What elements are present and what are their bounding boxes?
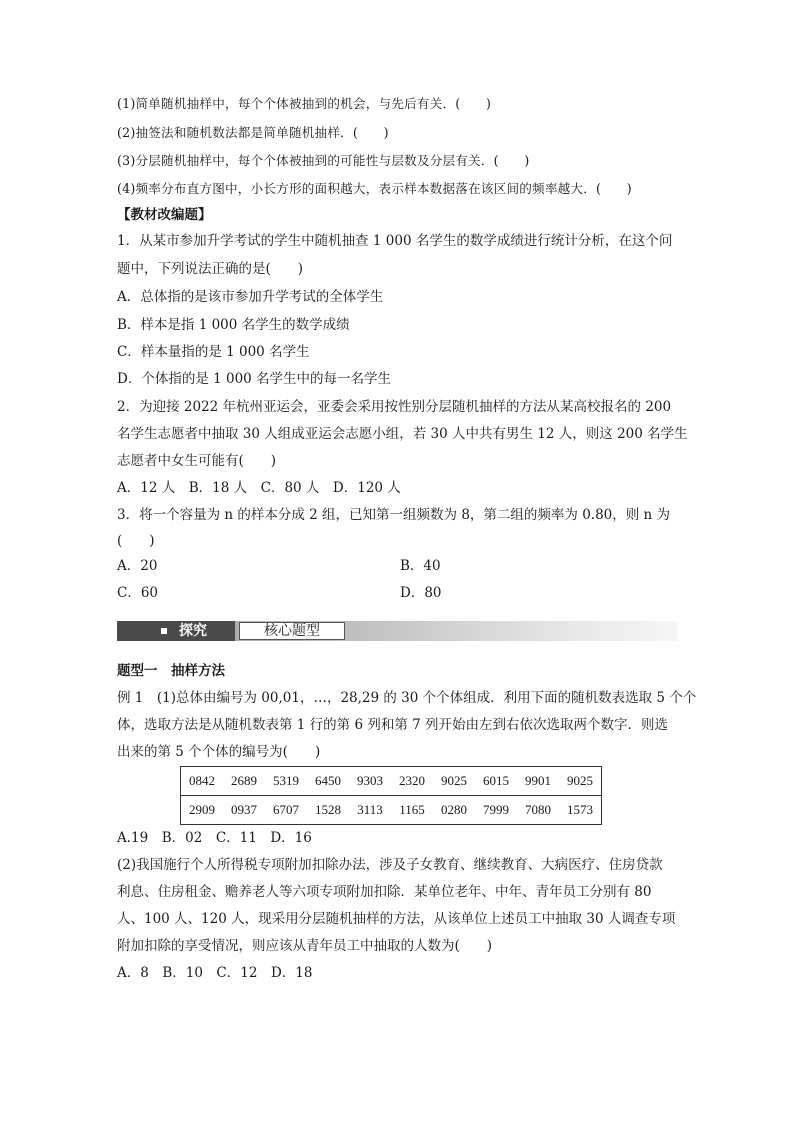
example1-part1-line-3: 出来的第 5 个个体的编号为( ) xyxy=(117,744,321,760)
table-cell: 0280 xyxy=(433,796,475,825)
q1-option-b: B．样本是指 1 000 名学生的数学成绩 xyxy=(117,317,350,333)
example1-part2-line-4: 附加扣除的享受情况，则应该从青年员工中抽取的人数为( ) xyxy=(117,938,493,954)
table-cell: 5319 xyxy=(273,773,299,788)
example1-part1-line-2: 体，选取方法是从随机数表第 1 行的第 6 列和第 7 列开始由左到右依次选取两个数字．则选 xyxy=(117,717,669,733)
table-cell: 2689 xyxy=(231,773,257,788)
q2-stem-line-3: 志愿者中女生可能有( ) xyxy=(117,453,277,469)
section-banner xyxy=(117,621,677,641)
table-cell: 2909 xyxy=(181,796,224,825)
type1-heading: 题型一 抽样方法 xyxy=(117,663,225,679)
q1-option-d: D．个体指的是 1 000 名学生中的每一名学生 xyxy=(117,371,392,387)
table-cell: 9303 xyxy=(357,773,383,788)
table-cell: 6707 xyxy=(265,796,307,825)
table-cell: 0842 xyxy=(189,773,215,788)
table-cell: 0937 xyxy=(223,796,265,825)
q2-stem-line-2: 名学生志愿者中抽取 30 人组成亚运会志愿小组，若 30 人中共有男生 12 人，则这 200 名学生 xyxy=(117,426,688,442)
banner-label-box xyxy=(239,622,345,640)
q2-stem-line-1: 2．为迎接 2022 年杭州亚运会，亚委会采用按性别分层随机抽样的方法从某高校报名的 200 xyxy=(117,399,672,415)
true-false-item-4: (4)频率分布直方图中，小长方形的面积越大，表示样本数据落在该区间的频率越大．( ) xyxy=(117,181,632,196)
q3-option-c: C．60 xyxy=(117,585,159,601)
example1-part1-line-1: 例 1 (1)总体由编号为 00,01，…，28,29 的 30 个个体组成．利用下面的随机数表选取 5 个个 xyxy=(117,690,697,706)
table-cell: 6015 xyxy=(483,773,509,788)
true-false-item-2: (2)抽签法和随机数法都是简单随机抽样．( ) xyxy=(117,125,389,140)
random-number-table xyxy=(180,766,602,825)
example1-part1-options: A.19 B．02 C．11 D．16 xyxy=(117,830,312,846)
table-cell: 9025 xyxy=(441,773,467,788)
table-row xyxy=(181,767,602,796)
table-cell: 1528 xyxy=(307,796,349,825)
banner-label-explore: 探究 xyxy=(179,623,207,639)
q3-option-b: B．40 xyxy=(400,558,441,574)
q3-stem-line-2: ( ) xyxy=(117,533,155,549)
table-row xyxy=(181,796,602,825)
example1-part2-line-2: 利息、住房租金、赡养老人等六项专项附加扣除．某单位老年、中年、青年员工分别有 80 xyxy=(117,884,652,900)
banner-dark-block xyxy=(117,621,235,641)
table-cell: 3113 xyxy=(349,796,391,825)
table-cell: 1165 xyxy=(391,796,433,825)
example1-part2-line-1: (2)我国施行个人所得税专项附加扣除办法，涉及子女教育、继续教育、大病医疗、住房贷款 xyxy=(117,857,663,873)
q3-stem-line-1: 3．将一个容量为 n 的样本分成 2 组，已知第一组频数为 8，第二组的频率为 0.80，则 n 为 xyxy=(117,507,671,523)
true-false-item-3: (3)分层随机抽样中，每个个体被抽到的可能性与层数及分层有关．( ) xyxy=(117,153,530,168)
true-false-item-1: (1)简单随机抽样中，每个个体被抽到的机会，与先后有关．( ) xyxy=(117,96,492,111)
banner-label-core-types: 核心题型 xyxy=(264,623,320,639)
q1-option-a: A．总体指的是该市参加升学考试的全体学生 xyxy=(117,289,384,305)
table-cell: 1573 xyxy=(559,796,602,825)
q3-option-d: D．80 xyxy=(400,585,442,601)
q2-options: A．12 人 B．18 人 C．80 人 D．120 人 xyxy=(117,480,401,496)
q3-option-a: A．20 xyxy=(117,558,158,574)
example1-part2-options: A．8 B．10 C．12 D．18 xyxy=(117,965,313,981)
table-cell: 9025 xyxy=(567,773,593,788)
table-cell: 9901 xyxy=(525,773,551,788)
example1-part2-line-3: 人、100 人、120 人，现采用分层随机抽样的方法，从该单位上述员工中抽取 30 人调查专项 xyxy=(117,911,676,927)
square-bullet-icon xyxy=(161,628,167,634)
q1-stem-line-2: 题中，下列说法正确的是( ) xyxy=(117,261,304,277)
table-cell: 7999 xyxy=(475,796,517,825)
q1-option-c: C．样本量指的是 1 000 名学生 xyxy=(117,344,310,360)
table-cell: 2320 xyxy=(399,773,425,788)
table-cell: 6450 xyxy=(315,773,341,788)
q1-stem-line-1: 1．从某市参加升学考试的学生中随机抽查 1 000 名学生的数学成绩进行统计分析，在这个问 xyxy=(117,233,673,249)
textbook-heading: 【教材改编题】 xyxy=(117,207,212,223)
table-cell: 7080 xyxy=(517,796,559,825)
